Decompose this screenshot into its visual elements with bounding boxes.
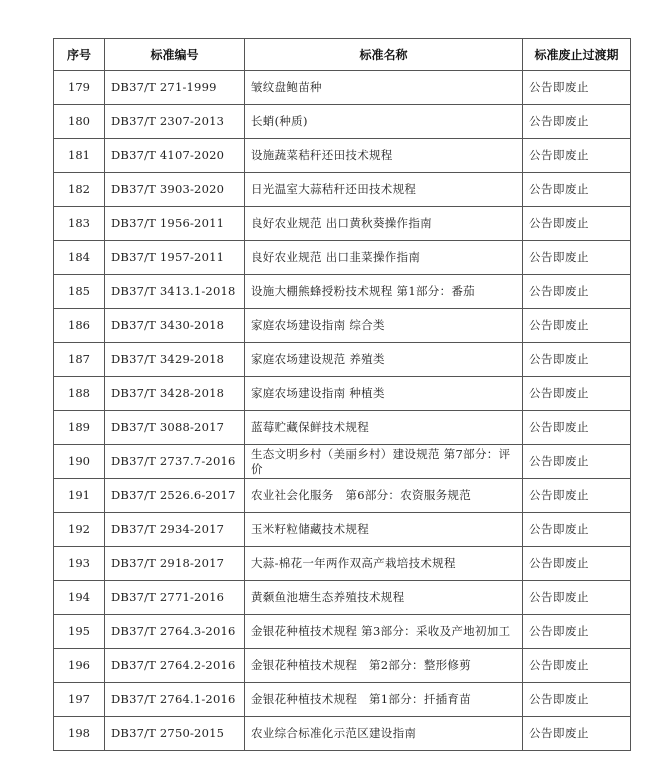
row-serial-number: 179 <box>54 71 105 105</box>
row-transition-period: 公告即废止 <box>523 717 631 751</box>
row-transition-period: 公告即废止 <box>523 207 631 241</box>
table-row <box>54 173 631 207</box>
row-standard-name: 家庭农场建设指南 种植类 <box>245 377 523 411</box>
row-standard-name: 金银花种植技术规程 第3部分：采收及产地初加工 <box>245 615 523 649</box>
row-serial-number: 195 <box>54 615 105 649</box>
row-standard-code: DB37/T 2918-2017 <box>105 547 245 581</box>
row-standard-code: DB37/T 271-1999 <box>105 71 245 105</box>
row-standard-code: DB37/T 3428-2018 <box>105 377 245 411</box>
row-standard-code: DB37/T 2934-2017 <box>105 513 245 547</box>
row-transition-period: 公告即废止 <box>523 241 631 275</box>
row-serial-number: 187 <box>54 343 105 377</box>
row-standard-name: 家庭农场建设规范 养殖类 <box>245 343 523 377</box>
header-transition-period: 标准废止过渡期 <box>523 39 631 71</box>
row-transition-period: 公告即废止 <box>523 513 631 547</box>
row-standard-name: 日光温室大蒜秸秆还田技术规程 <box>245 173 523 207</box>
row-standard-name: 良好农业规范 出口韭菜操作指南 <box>245 241 523 275</box>
row-standard-code: DB37/T 2764.3-2016 <box>105 615 245 649</box>
row-standard-code: DB37/T 1956-2011 <box>105 207 245 241</box>
row-standard-name: 蓝莓贮藏保鲜技术规程 <box>245 411 523 445</box>
row-standard-name: 皱纹盘鲍苗种 <box>245 71 523 105</box>
table-row <box>54 343 631 377</box>
row-serial-number: 198 <box>54 717 105 751</box>
row-standard-name: 设施蔬菜秸秆还田技术规程 <box>245 139 523 173</box>
row-standard-code: DB37/T 2526.6-2017 <box>105 479 245 513</box>
header-row <box>54 39 631 71</box>
row-standard-name: 黄颡鱼池塘生态养殖技术规程 <box>245 581 523 615</box>
table-row <box>54 479 631 513</box>
row-standard-code: DB37/T 2771-2016 <box>105 581 245 615</box>
table-row <box>54 717 631 751</box>
row-serial-number: 181 <box>54 139 105 173</box>
table-row <box>54 275 631 309</box>
row-transition-period: 公告即废止 <box>523 343 631 377</box>
standards-table <box>53 38 631 751</box>
row-standard-name: 农业社会化服务 第6部分：农资服务规范 <box>245 479 523 513</box>
row-transition-period: 公告即废止 <box>523 683 631 717</box>
table-row <box>54 139 631 173</box>
row-transition-period: 公告即废止 <box>523 547 631 581</box>
row-standard-name: 家庭农场建设指南 综合类 <box>245 309 523 343</box>
row-serial-number: 197 <box>54 683 105 717</box>
row-standard-name: 农业综合标准化示范区建设指南 <box>245 717 523 751</box>
table-row <box>54 445 631 479</box>
row-serial-number: 194 <box>54 581 105 615</box>
row-serial-number: 193 <box>54 547 105 581</box>
table-row <box>54 105 631 139</box>
row-standard-code: DB37/T 4107-2020 <box>105 139 245 173</box>
row-standard-name: 生态文明乡村（美丽乡村）建设规范 第7部分：评价 <box>245 445 523 479</box>
table-row <box>54 377 631 411</box>
row-serial-number: 196 <box>54 649 105 683</box>
row-transition-period: 公告即废止 <box>523 275 631 309</box>
row-standard-name: 长蛸(种质) <box>245 105 523 139</box>
row-serial-number: 182 <box>54 173 105 207</box>
row-transition-period: 公告即废止 <box>523 309 631 343</box>
row-transition-period: 公告即废止 <box>523 105 631 139</box>
row-serial-number: 188 <box>54 377 105 411</box>
row-standard-name: 金银花种植技术规程 第1部分：扦插育苗 <box>245 683 523 717</box>
row-standard-code: DB37/T 3430-2018 <box>105 309 245 343</box>
header-standard-name: 标准名称 <box>245 39 523 71</box>
table-row <box>54 411 631 445</box>
row-serial-number: 189 <box>54 411 105 445</box>
row-standard-name: 玉米籽粒储藏技术规程 <box>245 513 523 547</box>
row-serial-number: 190 <box>54 445 105 479</box>
row-serial-number: 185 <box>54 275 105 309</box>
row-transition-period: 公告即废止 <box>523 71 631 105</box>
row-transition-period: 公告即废止 <box>523 581 631 615</box>
row-serial-number: 192 <box>54 513 105 547</box>
row-transition-period: 公告即废止 <box>523 139 631 173</box>
table-row <box>54 309 631 343</box>
row-standard-name: 金银花种植技术规程 第2部分：整形修剪 <box>245 649 523 683</box>
table-body <box>54 71 631 751</box>
header-serial-number: 序号 <box>54 39 105 71</box>
row-serial-number: 191 <box>54 479 105 513</box>
row-standard-code: DB37/T 2307-2013 <box>105 105 245 139</box>
row-transition-period: 公告即废止 <box>523 411 631 445</box>
row-standard-code: DB37/T 2750-2015 <box>105 717 245 751</box>
table-row <box>54 71 631 105</box>
row-standard-name: 大蒜-棉花一年两作双高产栽培技术规程 <box>245 547 523 581</box>
table-row <box>54 615 631 649</box>
row-standard-name: 设施大棚熊蜂授粉技术规程 第1部分：番茄 <box>245 275 523 309</box>
row-transition-period: 公告即废止 <box>523 615 631 649</box>
row-standard-code: DB37/T 2737.7-2016 <box>105 445 245 479</box>
row-transition-period: 公告即废止 <box>523 445 631 479</box>
row-serial-number: 186 <box>54 309 105 343</box>
row-standard-code: DB37/T 3413.1-2018 <box>105 275 245 309</box>
row-serial-number: 184 <box>54 241 105 275</box>
row-serial-number: 180 <box>54 105 105 139</box>
row-transition-period: 公告即废止 <box>523 479 631 513</box>
table-row <box>54 513 631 547</box>
table-row <box>54 547 631 581</box>
row-transition-period: 公告即废止 <box>523 649 631 683</box>
table-row <box>54 207 631 241</box>
table-header <box>54 39 631 71</box>
row-standard-name: 良好农业规范 出口黄秋葵操作指南 <box>245 207 523 241</box>
table-row <box>54 581 631 615</box>
row-standard-code: DB37/T 2764.2-2016 <box>105 649 245 683</box>
row-standard-code: DB37/T 3429-2018 <box>105 343 245 377</box>
row-standard-code: DB37/T 1957-2011 <box>105 241 245 275</box>
row-transition-period: 公告即废止 <box>523 173 631 207</box>
row-transition-period: 公告即废止 <box>523 377 631 411</box>
table-row <box>54 683 631 717</box>
row-serial-number: 183 <box>54 207 105 241</box>
header-standard-code: 标准编号 <box>105 39 245 71</box>
row-standard-code: DB37/T 3903-2020 <box>105 173 245 207</box>
row-standard-code: DB37/T 3088-2017 <box>105 411 245 445</box>
table-row <box>54 649 631 683</box>
row-standard-code: DB37/T 2764.1-2016 <box>105 683 245 717</box>
table-row <box>54 241 631 275</box>
